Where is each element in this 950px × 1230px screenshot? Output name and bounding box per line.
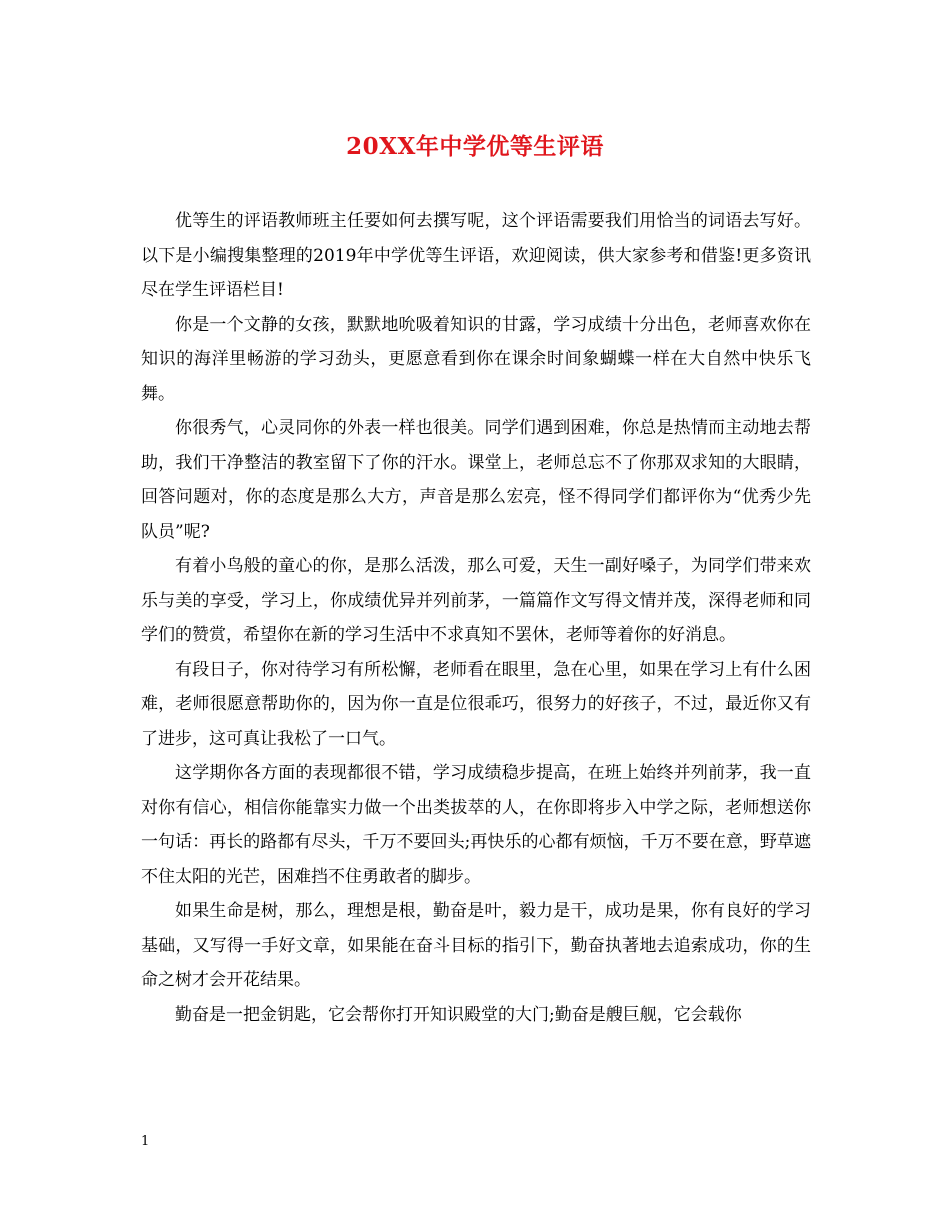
paragraph-intro: 优等生的评语教师班主任要如何去撰写呢，这个评语需要我们用恰当的词语去写好。以下是小编搜集整理的2019年中学优等生评语，欢迎阅读，供大家参考和借鉴!更多资讯尽在学生评语栏目! <box>141 211 811 300</box>
paragraph-comment-3: 有着小鸟般的童心的你，是那么活泼，那么可爱，天生一副好嗓子，为同学们带来欢乐与美的享受，学习上，你成绩优异并列前茅，一篇篇作文写得文情并茂，深得老师和同学们的赞赏，希望你在新的学习生活中不求真知不罢休，老师等着你的好消息。 <box>141 556 811 645</box>
paragraph-comment-6: 如果生命是树，那么，理想是根，勤奋是叶，毅力是干，成功是果，你有良好的学习基础，又写得一手好文章，如果能在奋斗目标的指引下，勤奋执著地去追索成功，你的生命之树才会开花结果。 <box>141 901 811 990</box>
paragraph-comment-2: 你很秀气，心灵同你的外表一样也很美。同学们遇到困难，你总是热情而主动地去帮助，我们干净整洁的教室留下了你的汗水。课堂上，老师总忘不了你那双求知的大眼睛，回答问题对，你的态度是那么大方，声音是那么宏亮，怪不得同学们都评你为“优秀少先队员”呢? <box>141 418 811 542</box>
document-body <box>141 204 811 1032</box>
paragraph-comment-7: 勤奋是一把金钥匙，它会帮你打开知识殿堂的大门;勤奋是艘巨舰，它会载你 <box>175 1004 742 1025</box>
document-title: 20XX年中学优等生评语 <box>346 133 604 160</box>
paragraph-comment-4: 有段日子，你对待学习有所松懈，老师看在眼里，急在心里，如果在学习上有什么困难，老师很愿意帮助你的，因为你一直是位很乖巧，很努力的好孩子，不过，最近你又有了进步，这可真让我松了一口气。 <box>141 659 811 749</box>
page-number: 1 <box>141 1134 150 1149</box>
paragraph-comment-1: 你是一个文静的女孩，默默地吮吸着知识的甘露，学习成绩十分出色，老师喜欢你在知识的海洋里畅游的学习劲头，更愿意看到你在课余时间象蝴蝶一样在大自然中快乐飞舞。 <box>141 314 811 404</box>
paragraph-comment-5: 这学期你各方面的表现都很不错，学习成绩稳步提高，在班上始终并列前茅，我一直对你有信心，相信你能靠实力做一个出类拔萃的人，在你即将步入中学之际，老师想送你一句话：再长的路都有尽头，千万不要回头;再快乐的心都有烦恼，千万不要在意，野草遮不住太阳的光芒，困难挡不住勇敢者的脚步。 <box>141 763 811 887</box>
